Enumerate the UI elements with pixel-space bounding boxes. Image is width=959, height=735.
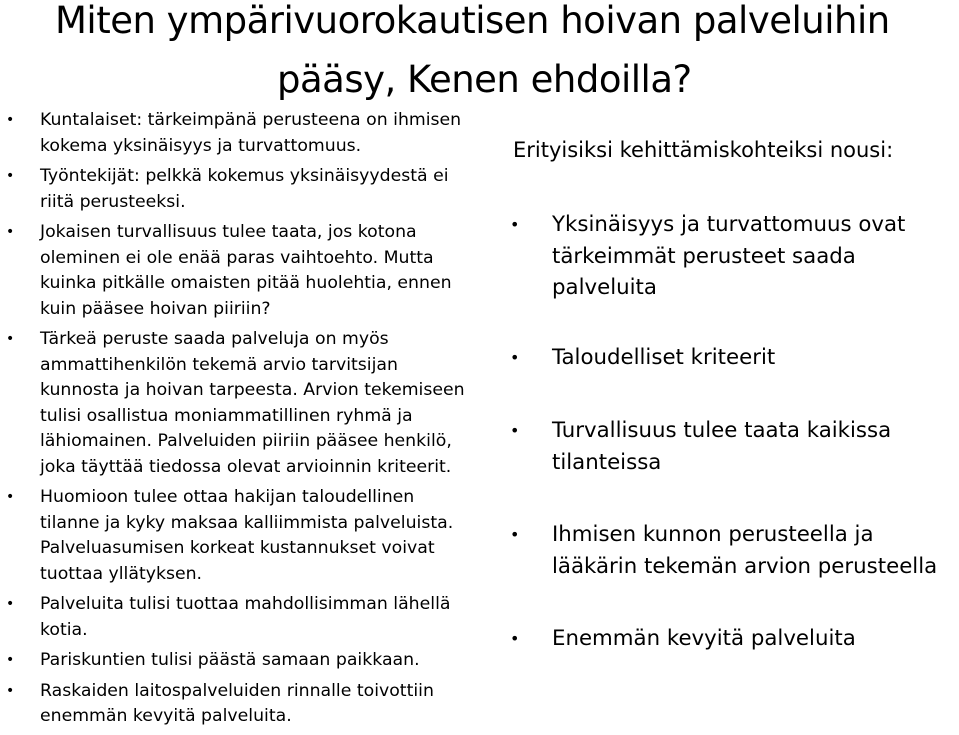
bullet-icon: • xyxy=(510,215,520,234)
bullet-icon: • xyxy=(6,331,15,347)
slide-title-line-1: Miten ympärivuorokautisen hoivan palveluihin xyxy=(55,0,890,42)
right-list-item-text: Turvallisuus tulee taata kaikissa tilanteissa xyxy=(552,418,892,475)
bullet-icon: • xyxy=(6,112,15,128)
bullet-icon: • xyxy=(510,525,520,544)
left-list-item xyxy=(4,220,474,322)
bullet-icon: • xyxy=(6,682,15,699)
bullet-icon: • xyxy=(6,596,15,612)
right-list-item-text: Taloudelliset kriteerit xyxy=(552,344,776,370)
left-list-item xyxy=(4,485,474,587)
right-list-item-text: Yksinäisyys ja turvattomuus ovat tärkeimmät perusteet saada palveluita xyxy=(552,212,906,300)
left-list-item-text: Raskaiden laitospalveluiden rinnalle toivottiin enemmän kevyitä palveluita. xyxy=(40,680,434,726)
bullet-icon: • xyxy=(6,652,15,668)
bullet-icon: • xyxy=(6,168,15,184)
left-list-item-text: Tärkeä peruste saada palveluja on myös ammattihenkilön tekemä arvio tarvitsijan kunnosta ja hoivan tarpeesta. Arvion tekemiseen tulisi osallistua moniammatillinen ryhmä ja lähiomainen. Palveluiden piiriin pääsee henkilö, joka täyttää tiedossa olevat arvioinnin kriteerit. xyxy=(40,329,465,477)
left-list-item-text: Pariskuntien tulisi päästä samaan paikkaan. xyxy=(40,650,420,670)
bullet-icon: • xyxy=(6,224,15,240)
right-list-item xyxy=(508,415,959,478)
right-list-item xyxy=(508,342,959,374)
left-list-item xyxy=(4,164,474,215)
left-list-item-text: Kuntalaiset: tärkeimpänä perusteena on ihmisen kokema yksinäisyys ja turvattomuus. xyxy=(40,110,462,156)
bullet-icon: • xyxy=(6,489,15,505)
left-list-item xyxy=(4,327,474,480)
left-bullet-list xyxy=(4,108,474,735)
left-list-item xyxy=(4,592,474,643)
left-list-item xyxy=(4,679,474,730)
left-list-item-text: Huomioon tulee ottaa hakijan taloudellinen tilanne ja kyky maksaa kalliimmista palveluista. Palveluasumisen korkeat kustannukset voivat tuottaa yllätyksen. xyxy=(40,487,454,584)
left-list-item xyxy=(4,648,474,674)
bullet-icon: • xyxy=(510,421,520,440)
left-list-item-text: Työntekijät: pelkkä kokemus yksinäisyydestä ei riitä perusteeksi. xyxy=(40,166,449,212)
right-list-item-text: Enemmän kevyitä palveluita xyxy=(552,626,856,651)
right-bullet-list xyxy=(508,209,959,655)
right-list-item xyxy=(508,623,959,655)
left-list-item-text: Jokaisen turvallisuus tulee taata, jos kotona oleminen ei ole enää paras vaihtoehto. Mutta kuinka pitkälle omaisten pitää huolehtia, ennen kuin pääsee hoivan piiriin? xyxy=(40,222,452,319)
right-column-heading: Erityisiksi kehittämiskohteiksi nousi: xyxy=(513,138,894,162)
slide-title-line-2: pääsy, Kenen ehdoilla? xyxy=(277,58,692,101)
right-list-item xyxy=(508,209,959,304)
left-list-item-text: Palveluita tulisi tuottaa mahdollisimman lähellä kotia. xyxy=(40,594,451,640)
bullet-icon: • xyxy=(510,629,520,648)
left-list-item xyxy=(4,108,474,159)
right-list-item-text: Ihmisen kunnon perusteella ja lääkärin tekemän arvion perusteella xyxy=(552,522,938,579)
bullet-icon: • xyxy=(510,347,520,367)
right-list-item xyxy=(508,519,959,582)
